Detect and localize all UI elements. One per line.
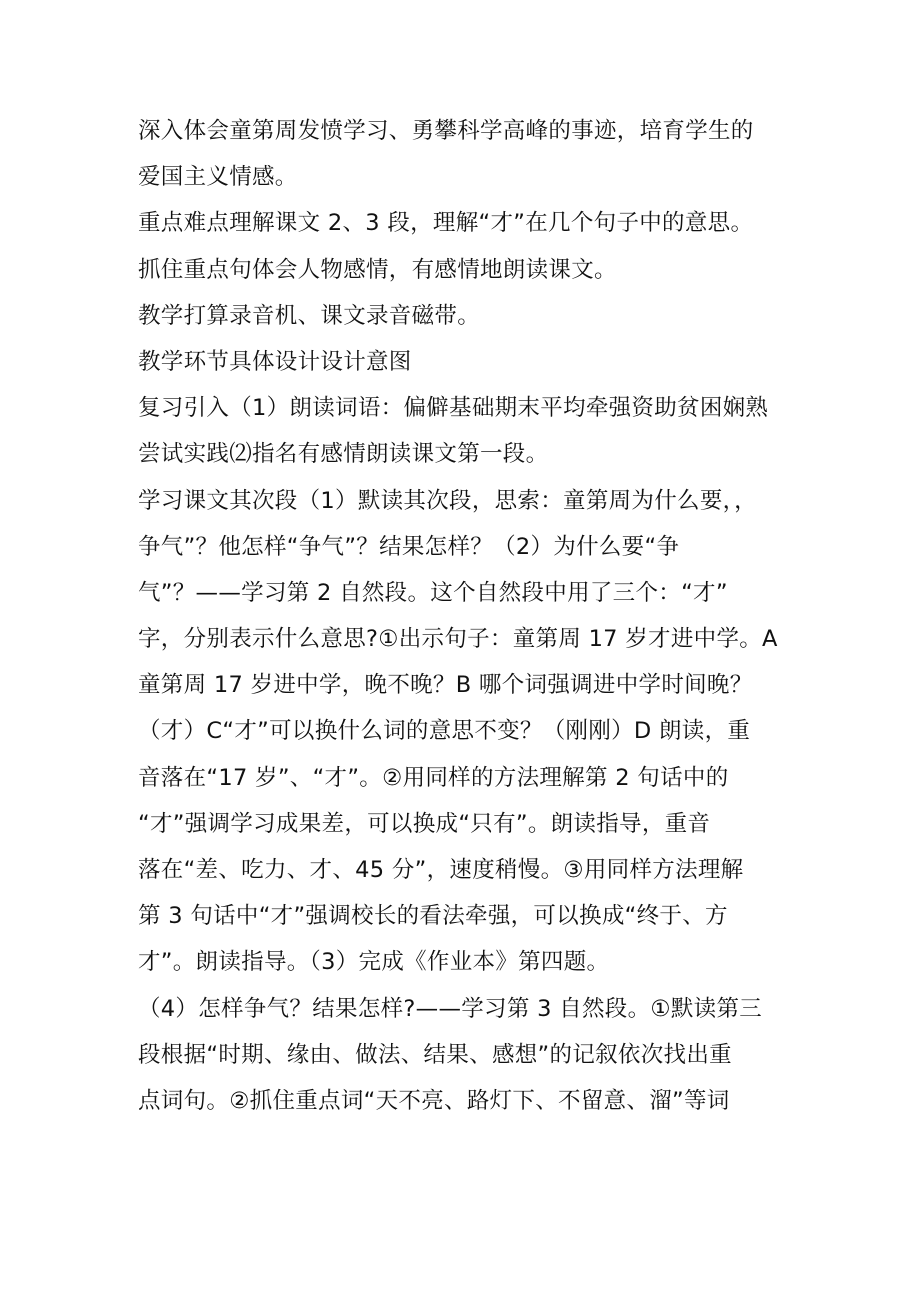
- text-line: 才”。朗读指导。（3）完成《作业本》第四题。: [138, 949, 610, 976]
- text-line: 深入体会童第周发愤学习、勇攀科学高峰的事迹，培育学生的: [138, 118, 754, 144]
- text-line: （才）C“才”可以换什么词的意思不变？（刚刚）D 朗读，重: [138, 718, 751, 745]
- text-line: 童第周 17 岁进中学，晚不晚？B 哪个词强调进中学时间晚？: [138, 672, 753, 699]
- text-line: 第 3 句话中“才”强调校长的看法牵强，可以换成“终于、方: [138, 903, 728, 930]
- text-line: 争气”？他怎样“争气”？结果怎样？（2）为什么要“争: [138, 533, 680, 560]
- text-line: 落在“差、吃力、才、45 分”，速度稍慢。③用同样方法理解: [138, 857, 744, 883]
- text-line: 学习课文其次段（1）默读其次段，思索：童第周为什么要，，: [138, 487, 757, 514]
- text-line: 重点难点理解课文 2、3 段，理解“才”在几个句子中的意思。: [138, 210, 754, 237]
- text-line: 教学环节具体设计设计意图: [138, 348, 412, 375]
- text-line: 气”？——学习第 2 自然段。这个自然段中用了三个：“才”: [138, 579, 728, 606]
- text-line: 尝试实践⑵指名有感情朗读课文第一段。: [138, 441, 549, 468]
- text-line: 点词句。②抓住重点词“天不亮、路灯下、不留意、溜”等词: [138, 1087, 730, 1114]
- text-line: 段根据“时期、缘由、做法、结果、感想”的记叙依次找出重: [138, 1041, 732, 1068]
- document-body: [138, 108, 778, 1124]
- text-line: 复习引入（1）朗读词语：偏僻基础期末平均牵强资助贫困娴熟: [138, 395, 769, 422]
- text-line: 字，分别表示什么意思?①出示句子：童第周 17 岁才进中学。A: [138, 626, 778, 653]
- text-line: 音落在“17 岁”、“才”。②用同样的方法理解第 2 句话中的: [138, 764, 729, 791]
- text-line: 抓住重点句体会人物感情，有感情地朗读课文。: [138, 256, 617, 283]
- text-line: 爱国主义情感。: [138, 164, 298, 191]
- text-line: 教学打算录音机、课文录音磁带。: [138, 302, 481, 329]
- text-line: “才”强调学习成果差，可以换成“只有”。朗读指导，重音: [138, 810, 711, 837]
- text-line: （4）怎样争气？结果怎样?——学习第 3 自然段。①默读第三: [138, 995, 763, 1022]
